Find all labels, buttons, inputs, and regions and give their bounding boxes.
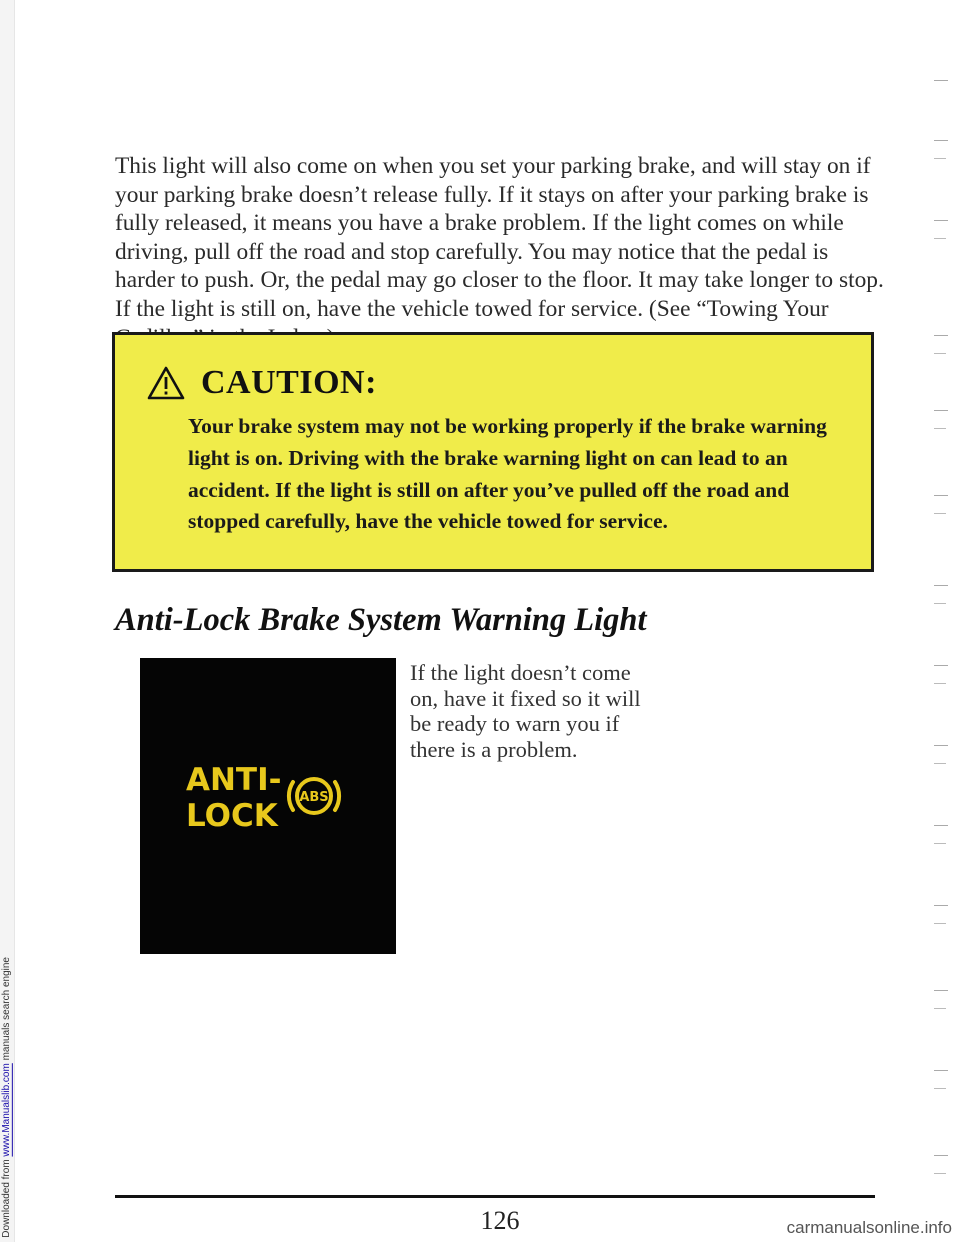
footer-rule (115, 1195, 875, 1198)
caution-title: CAUTION: (201, 364, 377, 401)
indicator-line-1: ANTI- (186, 762, 282, 798)
page-edge-tab-marks (924, 80, 960, 1200)
abs-icon (284, 766, 344, 826)
caution-header (147, 361, 377, 405)
tab-mark (930, 140, 952, 160)
intro-paragraph: This light will also come on when you set your parking brake, and will stay on if your parking brake doesn’t release fully. If it stays on after your parking brake is fully released, it means you have a brake problem. If the light comes on while driving, pull off the road and stop carefully. You may notice that the pedal is harder to push. Or, the pedal may go closer to the floor. It may take longer to stop. If the light is still on, have the vehicle towed for service. (See “Towing Your (115, 153, 884, 322)
tab-mark (930, 220, 952, 240)
tab-mark (930, 905, 952, 925)
tab-mark (930, 665, 952, 685)
caution-text: Your brake system may not be working properly if the brake warning light is on. Driving with the brake warning light on can lead to an accident. If the light is still on after you’ve pulled off the road and stopped carefully, have the vehicle towed for service. (188, 414, 827, 534)
tab-mark (930, 335, 952, 355)
tab-mark (930, 1070, 952, 1090)
anti-lock-indicator-image (140, 658, 396, 954)
page-number: 126 (480, 1206, 520, 1235)
caution-box (112, 332, 874, 572)
download-sidebar (0, 0, 15, 1242)
tab-mark (930, 1155, 952, 1175)
indicator-label (186, 762, 281, 834)
section-heading: Anti-Lock Brake System Warning Light (115, 602, 647, 638)
tab-mark (930, 990, 952, 1010)
tab-mark (930, 585, 952, 605)
tab-mark (930, 80, 952, 100)
tab-mark (930, 410, 952, 430)
indicator-description: If the light doesn’t come on, have it fixed so it will be ready to warn you if there is a problem. (410, 660, 641, 763)
tab-mark (930, 745, 952, 765)
tab-mark (930, 825, 952, 845)
indicator-line-2: LOCK (186, 798, 278, 834)
download-notice: Downloaded from www.Manualslib.com manuals search engine (1, 957, 12, 1238)
footer-site-link[interactable]: carmanualsonline.info (786, 1218, 952, 1237)
warning-triangle-icon (147, 366, 185, 400)
abs-badge-text: ABS (299, 790, 329, 805)
manualslib-link[interactable]: www.Manualslib.com (1, 1063, 12, 1157)
tab-mark (930, 495, 952, 515)
